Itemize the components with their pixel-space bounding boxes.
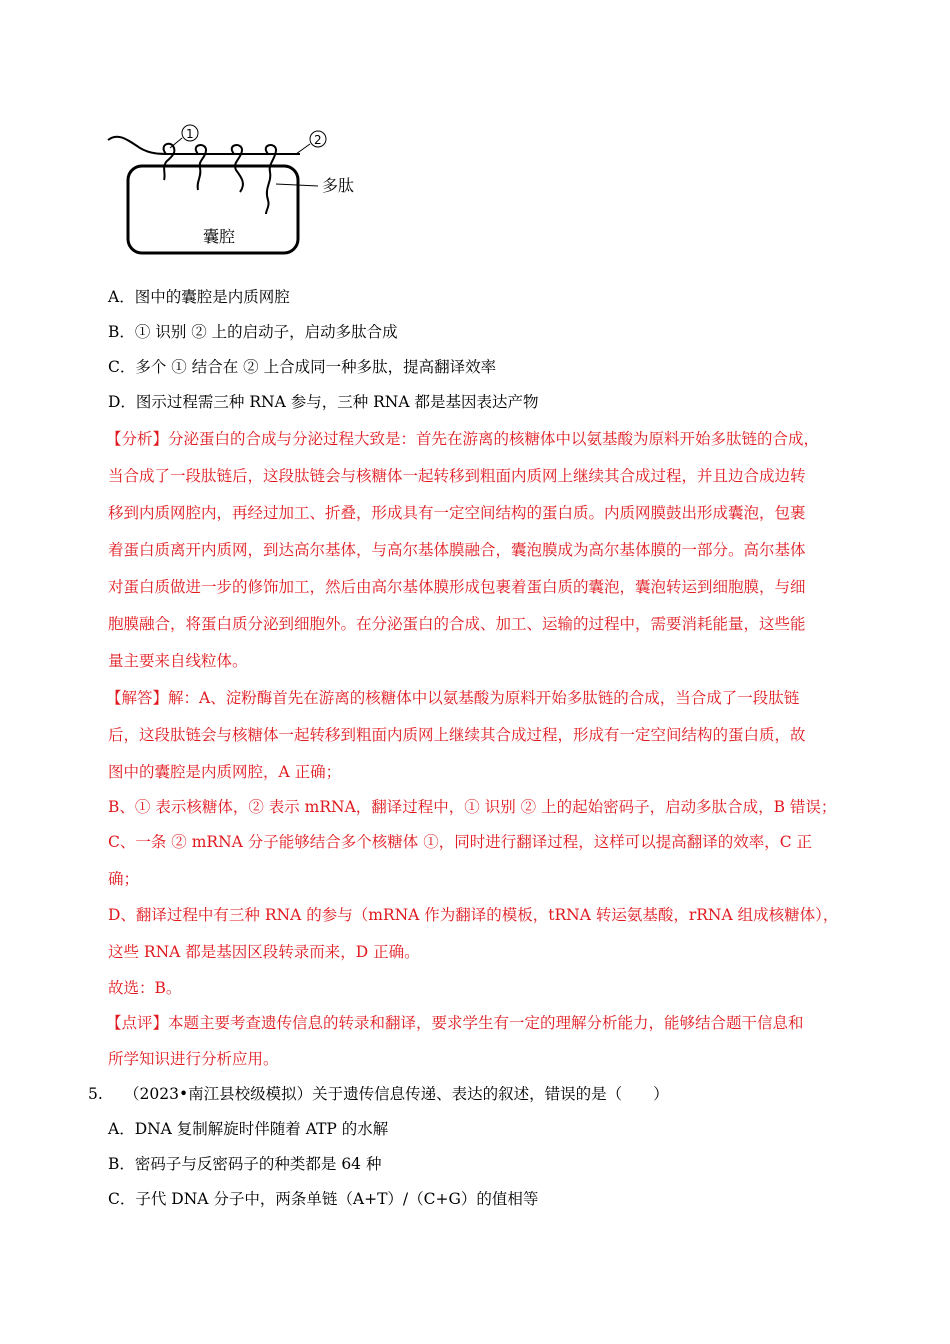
answer-line: D、翻译过程中有三种 RNA 的参与（mRNA 作为翻译的模板，tRNA 转运氨基酸，rRNA 组成核糖体），: [108, 906, 839, 924]
pointer-mrna: [296, 144, 310, 154]
ribosome-chain-1: [164, 144, 175, 180]
analysis-line: 着蛋白质离开内质网，到达高尔基体，与高尔基体膜融合，囊泡膜成为高尔基体膜的一部分。高尔基体: [108, 541, 806, 559]
analysis-line: 对蛋白质做进一步的修饰加工，然后由高尔基体膜形成包裹着蛋白质的囊泡，囊泡转运到细胞膜，与细: [108, 578, 806, 596]
ribosome-chain-3: [232, 145, 243, 192]
analysis-line: 当合成了一段肽链后，这段肽链会与核糖体一起转移到粗面内质网上继续其合成过程，并且边合成边转: [108, 467, 806, 485]
answer-line: 图中的囊腔是内质网腔，A 正确；: [108, 763, 342, 781]
answer-line: 这些 RNA 都是基因区段转录而来，D 正确。: [108, 943, 420, 961]
answer-line: 【解答】解：A、淀粉酶首先在游离的核糖体中以氨基酸为原料开始多肽链的合成，当合成了一段肽链: [106, 689, 800, 707]
analysis-line: 移到内质网腔内，再经过加工、折叠，形成具有一定空间结构的蛋白质。内质网膜鼓出形成囊泡，包裹: [108, 504, 806, 522]
label-ribosome: 1: [186, 127, 194, 141]
q4-option-b: B．① 识别 ② 上的启动子，启动多肽合成: [108, 323, 398, 341]
answer-line: B、① 表示核糖体，② 表示 mRNA，翻译过程中，① 识别 ② 上的起始密码子，启动多肽合成，B 错误；: [108, 798, 837, 816]
comment-line: 所学知识进行分析应用。: [108, 1050, 279, 1068]
q5-number: 5.: [88, 1085, 103, 1103]
q4-option-c: C．多个 ① 结合在 ② 上合成同一种多肽，提高翻译效率: [108, 358, 497, 376]
q5-stem: （2023•南江县校级模拟）关于遗传信息传递、表达的叙述，错误的是（ ）: [124, 1085, 669, 1103]
q5-option-c: C．子代 DNA 分子中，两条单链（A+T）/（C+G）的值相等: [108, 1190, 539, 1208]
label-polypeptide: 多肽: [322, 176, 355, 195]
pointer-ribosome: [170, 138, 182, 148]
answer-line: 后，这段肽链会与核糖体一起转移到粗面内质网上继续其合成过程，形成有一定空间结构的蛋白质，故: [108, 726, 806, 744]
answer-line: 故选：B。: [108, 979, 182, 997]
label-mrna: 2: [314, 133, 322, 147]
q4-option-d: D．图示过程需三种 RNA 参与，三种 RNA 都是基因表达产物: [108, 393, 539, 411]
q4-option-a: A．图中的囊腔是内质网腔: [108, 288, 290, 306]
translation-diagram: [100, 118, 380, 268]
analysis-line: 胞膜融合，将蛋白质分泌到细胞外。在分泌蛋白的合成、加工、运输的过程中，需要消耗能量，这些能: [108, 615, 806, 633]
q5-option-b: B．密码子与反密码子的种类都是 64 种: [108, 1155, 382, 1173]
ribosome-chain-2: [196, 145, 206, 190]
analysis-line: 【分析】分泌蛋白的合成与分泌过程大致是：首先在游离的核糖体中以氨基酸为原料开始多肽链的合成，: [106, 430, 820, 448]
translation-diagram-svg: [100, 118, 380, 268]
comment-line: 【点评】本题主要考查遗传信息的转录和翻译，要求学生有一定的理解分析能力，能够结合题干信息和: [106, 1014, 804, 1032]
answer-line: 确；: [108, 870, 140, 888]
ribosome-chain-4: [266, 145, 276, 214]
answer-line: C、一条 ② mRNA 分子能够结合多个核糖体 ①，同时进行翻译过程，这样可以提高翻译的效率，C 正: [108, 833, 812, 851]
label-lumen: 囊腔: [203, 227, 236, 246]
analysis-line: 量主要来自线粒体。: [108, 652, 248, 670]
q5-option-a: A．DNA 复制解旋时伴随着 ATP 的水解: [108, 1120, 389, 1138]
